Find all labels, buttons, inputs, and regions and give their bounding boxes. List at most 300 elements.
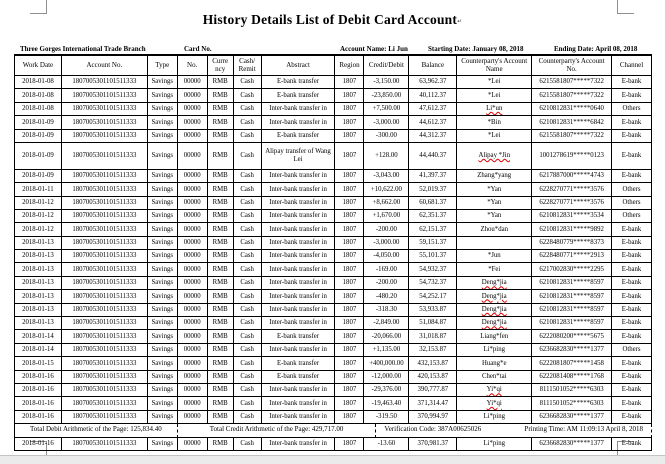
cell-balance: 41,397.37 [409,170,457,183]
cell-work-date: 2018-01-08 [15,76,62,89]
cell-account-no: 1807005301101511333 [62,130,148,143]
table-row [15,143,652,170]
cell-no: 00000 [178,116,208,129]
cell-credit-debit: -3,043.00 [364,170,409,183]
cell-no: 00000 [178,170,208,183]
cell-account-no: 1807005301101511333 [62,397,148,410]
branch-name: Three Gorges International Trade Branch [20,45,146,53]
cell-cash-remit: Cash [234,76,262,89]
cell-cp-no: 6228270771*****3576 [532,197,612,210]
cell-region: 1807 [335,143,364,170]
column-header: Channel [612,56,652,76]
cell-abstract: Inter-bank transfer in [262,250,336,263]
cell-cp-no: 6210812831*****8597 [532,317,612,330]
cell-currency: RMB [208,76,234,89]
cell-abstract: Inter-bank transfer in [262,210,336,223]
cell-currency: RMB [208,223,234,236]
cell-channel: E-bank [612,330,652,343]
cell-cash-remit: Cash [234,197,262,210]
cell-abstract: Inter-bank transfer in [262,397,336,410]
cell-account-no: 1807005301101511333 [62,237,148,250]
cell-cash-remit: Cash [234,130,262,143]
cell-cp-name: Liang*fen [457,330,532,343]
cell-region: 1807 [335,304,364,317]
cell-account-no: 1807005301101511333 [62,76,148,89]
column-header: Account No. [62,56,148,76]
cell-no: 00000 [178,263,208,276]
table-row [15,357,652,370]
cell-credit-debit: -19,463.40 [364,397,409,410]
cell-no: 00000 [178,330,208,343]
cell-cp-name: *Lei [457,76,532,89]
cell-account-no: 1807005301101511333 [62,330,148,343]
card-no-label: Card No. [184,45,212,53]
cell-cp-name [457,290,532,303]
cell-region: 1807 [335,330,364,343]
table-row [15,103,652,116]
cell-type: Savings [148,304,178,317]
cell-type: Savings [148,116,178,129]
misspelled-name: Deng*jia [481,292,507,300]
cell-credit-debit: -12,000.00 [364,371,409,384]
cell-work-date: 2018-01-12 [15,197,62,210]
cell-account-no: 1807005301101511333 [62,263,148,276]
cell-type: Savings [148,223,178,236]
cell-region: 1807 [335,103,364,116]
cell-cp-no: 6215581807*****7322 [532,76,612,89]
cell-cp-name [457,397,532,410]
cell-no: 00000 [178,143,208,170]
cell-cp-name: *Bin [457,116,532,129]
cell-work-date: 2018-01-12 [15,210,62,223]
cell-type: Savings [148,411,178,424]
cell-credit-debit: -319.50 [364,411,409,424]
cell-no: 00000 [178,237,208,250]
cell-cp-name: *Lei [457,89,532,102]
cell-work-date: 2018-01-16 [15,397,62,410]
cell-channel: Others [612,210,652,223]
cell-balance: 59,151.37 [409,237,457,250]
cell-currency: RMB [208,89,234,102]
cell-channel: Others [612,103,652,116]
cell-abstract: Inter-bank transfer in [262,197,336,210]
cell-currency: RMB [208,317,234,330]
cell-channel: E-bank [612,411,652,424]
cell-cp-name: Chen*tai [457,371,532,384]
cell-currency: RMB [208,237,234,250]
cell-no: 00000 [178,210,208,223]
cell-balance: 63,962.37 [409,76,457,89]
cell-cp-name: Li*ping [457,411,532,424]
cell-channel: E-bank [612,438,652,451]
cell-credit-debit: +8,662.00 [364,197,409,210]
cell-cp-no: 6228480779*****8373 [532,237,612,250]
cell-work-date: 2018-01-13 [15,304,62,317]
cell-region: 1807 [335,371,364,384]
table-row [15,277,652,290]
cell-no: 00000 [178,344,208,357]
cell-cash-remit: Cash [234,183,262,196]
cell-channel: E-bank [612,397,652,410]
table-header-row [15,56,652,76]
cell-channel: E-bank [612,170,652,183]
cell-type: Savings [148,344,178,357]
cell-credit-debit: -13.60 [364,438,409,451]
cell-balance: 31,018.87 [409,330,457,343]
cell-cp-name: *Jun [457,250,532,263]
cell-channel: E-bank [612,290,652,303]
cell-cp-name: Zhang*yang [457,170,532,183]
cell-balance: 51,084.87 [409,317,457,330]
cell-currency: RMB [208,277,234,290]
cell-type: Savings [148,183,178,196]
cell-balance: 32,153.87 [409,344,457,357]
cell-work-date: 2018-01-16 [15,438,62,451]
cell-region: 1807 [335,237,364,250]
table-row [15,197,652,210]
cell-cash-remit: Cash [234,263,262,276]
cell-cash-remit: Cash [234,304,262,317]
cell-region: 1807 [335,290,364,303]
cell-type: Savings [148,143,178,170]
cell-type: Savings [148,330,178,343]
cell-work-date: 2018-01-09 [15,170,62,183]
cell-abstract: E-bank transfer [262,357,336,370]
misspelled-name: Deng*jia [481,279,507,287]
cell-region: 1807 [335,89,364,102]
cell-no: 00000 [178,89,208,102]
cell-balance: 60,681.37 [409,197,457,210]
cell-balance: 47,612.37 [409,103,457,116]
cell-cp-name [457,317,532,330]
cell-cp-no: 6236682830*****1377 [532,438,612,451]
cell-abstract: Inter-bank transfer in [262,290,336,303]
table-row [15,237,652,250]
cell-cash-remit: Cash [234,438,262,451]
cell-cp-no: 6236682830*****1377 [532,411,612,424]
cell-region: 1807 [335,130,364,143]
cell-cash-remit: Cash [234,89,262,102]
cell-cash-remit: Cash [234,210,262,223]
total-debit: Total Debit Arithmetic of the Page: 125,834.40 [15,424,178,437]
cell-cp-name [457,304,532,317]
cell-work-date: 2018-01-08 [15,103,62,116]
cell-no: 00000 [178,371,208,384]
page-title-text: History Details List of Debit Card Account [202,12,458,27]
cell-cp-name: *Yan [457,183,532,196]
cell-credit-debit: -20,066.00 [364,330,409,343]
cell-type: Savings [148,103,178,116]
column-header: Counterparty's Account No. [532,56,612,76]
cell-cash-remit: Cash [234,397,262,410]
cell-account-no: 1807005301101511333 [62,223,148,236]
cell-no: 00000 [178,76,208,89]
cell-type: Savings [148,384,178,397]
cell-type: Savings [148,438,178,451]
column-header: Work Date [15,56,62,76]
cell-balance: 44,440.37 [409,143,457,170]
cell-cp-no: 6217887000*****4743 [532,170,612,183]
cell-currency: RMB [208,384,234,397]
table-row [15,397,652,410]
cell-balance: 370,994.97 [409,411,457,424]
cell-account-no: 1807005301101511333 [62,384,148,397]
cell-currency: RMB [208,197,234,210]
cell-currency: RMB [208,411,234,424]
cell-abstract: E-bank transfer [262,330,336,343]
table-row [15,263,652,276]
cell-abstract: Alipay transfer of Wang Lei [262,143,336,170]
total-credit: Total Credit Arithmetic of the Page: 429,717.00 [178,424,377,437]
cell-credit-debit: +1,135.00 [364,344,409,357]
starting-date-label: Starting Date: January 08, 2018 [428,45,524,53]
cell-credit-debit: -29,376.00 [364,384,409,397]
cell-balance: 44,612.37 [409,116,457,129]
cell-region: 1807 [335,197,364,210]
cell-credit-debit: -23,850.00 [364,89,409,102]
cell-credit-debit: -318.30 [364,304,409,317]
cell-account-no: 1807005301101511333 [62,290,148,303]
cell-region: 1807 [335,411,364,424]
cell-abstract: E-bank transfer [262,130,336,143]
cell-cash-remit: Cash [234,170,262,183]
cell-cp-name [457,103,532,116]
table-row [15,210,652,223]
cell-cash-remit: Cash [234,330,262,343]
cell-account-no: 1807005301101511333 [62,344,148,357]
cell-no: 00000 [178,317,208,330]
cell-no: 00000 [178,438,208,451]
cell-credit-debit: +400,000.00 [364,357,409,370]
cell-cash-remit: Cash [234,317,262,330]
cell-cp-no: 8111501052*****6303 [532,397,612,410]
cell-no: 00000 [178,183,208,196]
cell-balance: 40,112.37 [409,89,457,102]
account-name-label: Account Name: Li Jun [340,45,408,53]
statement-info-bar [14,40,652,55]
cell-type: Savings [148,197,178,210]
cell-region: 1807 [335,116,364,129]
cell-no: 00000 [178,197,208,210]
transactions-table [14,55,652,451]
cell-type: Savings [148,317,178,330]
cell-balance: 420,153.87 [409,371,457,384]
column-header: No. [178,56,208,76]
cell-abstract: E-bank transfer [262,76,336,89]
cell-cp-no: 6215581807*****7322 [532,130,612,143]
cell-abstract: E-bank transfer [262,89,336,102]
cell-channel: E-bank [612,76,652,89]
cell-credit-debit: -3,000.00 [364,116,409,129]
cell-channel: E-bank [612,116,652,129]
cell-cp-no: 6210812831*****8597 [532,290,612,303]
misspelled-name: Yi*qi [486,386,502,394]
cell-work-date: 2018-01-16 [15,384,62,397]
table-row [15,76,652,89]
cell-cp-no: 6222081408*****1768 [532,371,612,384]
cell-work-date: 2018-01-13 [15,290,62,303]
cell-abstract: Inter-bank transfer in [262,170,336,183]
cell-cp-name: *Yan [457,210,532,223]
cell-cp-no: 1001278619*****0123 [532,143,612,170]
cell-balance: 62,151.37 [409,223,457,236]
cell-cp-no: 6210812831*****0640 [532,103,612,116]
table-row [15,250,652,263]
cell-type: Savings [148,76,178,89]
cell-credit-debit: +128.00 [364,143,409,170]
cell-work-date: 2018-01-14 [15,330,62,343]
cell-region: 1807 [335,210,364,223]
cell-account-no: 1807005301101511333 [62,170,148,183]
cell-region: 1807 [335,317,364,330]
cell-region: 1807 [335,76,364,89]
cell-channel: Others [612,183,652,196]
cell-credit-debit: -200.00 [364,277,409,290]
cell-currency: RMB [208,438,234,451]
column-header: Credit/Debit [364,56,409,76]
cell-balance: 390,777.87 [409,384,457,397]
table-row [15,183,652,196]
cell-channel: E-bank [612,143,652,170]
cell-credit-debit: -169.00 [364,263,409,276]
cell-no: 00000 [178,277,208,290]
cell-no: 00000 [178,223,208,236]
column-header: Abstract [262,56,336,76]
cell-region: 1807 [335,357,364,370]
cell-cash-remit: Cash [234,277,262,290]
cell-account-no: 1807005301101511333 [62,357,148,370]
cell-region: 1807 [335,344,364,357]
cell-channel: E-bank [612,371,652,384]
cell-balance: 44,312.37 [409,130,457,143]
cell-cash-remit: Cash [234,384,262,397]
cell-channel: E-bank [612,304,652,317]
cell-cash-remit: Cash [234,357,262,370]
misspelled-name: Li*un [486,105,503,113]
cell-type: Savings [148,250,178,263]
cell-account-no: 1807005301101511333 [62,250,148,263]
cell-balance: 370,981.37 [409,438,457,451]
cell-type: Savings [148,357,178,370]
misspelled-name: Deng*jia [481,319,507,327]
cell-region: 1807 [335,183,364,196]
cell-region: 1807 [335,397,364,410]
cell-channel: E-bank [612,263,652,276]
cell-credit-debit: +10,622.00 [364,183,409,196]
cell-channel: E-bank [612,384,652,397]
cell-currency: RMB [208,371,234,384]
cell-type: Savings [148,237,178,250]
cell-balance: 432,153.87 [409,357,457,370]
cell-no: 00000 [178,130,208,143]
verification-and-printing [376,424,652,437]
cell-channel: E-bank [612,250,652,263]
cell-no: 00000 [178,397,208,410]
cell-work-date: 2018-01-09 [15,116,62,129]
cell-abstract: Inter-bank transfer in [262,344,336,357]
cell-credit-debit: -3,000.00 [364,237,409,250]
cell-currency: RMB [208,290,234,303]
cell-account-no: 1807005301101511333 [62,371,148,384]
page-totals-row [15,424,652,437]
cell-work-date: 2018-01-14 [15,344,62,357]
cell-currency: RMB [208,250,234,263]
cell-cp-no: 6228270771*****3576 [532,183,612,196]
cell-account-no: 1807005301101511333 [62,317,148,330]
cell-account-no: 1807005301101511333 [62,304,148,317]
cell-credit-debit: -480.20 [364,290,409,303]
cell-credit-debit: -3,150.00 [364,76,409,89]
cell-cp-name: *Fei [457,263,532,276]
cell-type: Savings [148,130,178,143]
paragraph-mark: ↵ [457,19,463,25]
cell-cash-remit: Cash [234,344,262,357]
cell-type: Savings [148,89,178,102]
table-row [15,371,652,384]
cell-cp-no: 6210812831*****6842 [532,116,612,129]
verification-code: Verification Code: 387A00625026 [384,425,482,434]
cell-credit-debit: -2,849.00 [364,317,409,330]
cell-no: 00000 [178,384,208,397]
cell-work-date: 2018-01-09 [15,130,62,143]
cell-cp-name [457,277,532,290]
cell-currency: RMB [208,116,234,129]
table-row [15,317,652,330]
cell-cp-no: 6210812831*****3534 [532,210,612,223]
cell-region: 1807 [335,170,364,183]
cell-cp-name [457,237,532,250]
misspelled-name: Deng*jia [481,306,507,314]
cell-channel: Others [612,344,652,357]
cell-cp-name: *Yan [457,197,532,210]
cell-cp-no: 6217002830*****2295 [532,263,612,276]
cell-account-no: 1807005301101511333 [62,143,148,170]
column-header: Region [335,56,364,76]
cell-cp-no: 6210812831*****8597 [532,304,612,317]
cell-cp-no: 6236682830*****1377 [532,344,612,357]
page-bottom-edge [0,455,665,464]
cell-cash-remit: Cash [234,103,262,116]
cell-credit-debit: -200.00 [364,223,409,236]
cell-credit-debit: -4,050.00 [364,250,409,263]
cell-account-no: 1807005301101511333 [62,197,148,210]
cell-abstract: Inter-bank transfer in [262,384,336,397]
cell-account-no: 1807005301101511333 [62,438,148,451]
cell-abstract: Inter-bank transfer in [262,304,336,317]
cell-currency: RMB [208,210,234,223]
cell-cp-no: 6222080200*****5675 [532,330,612,343]
cell-balance: 54,732.37 [409,277,457,290]
column-header: Counterparty's Account Name [457,56,532,76]
column-header: Cash/ Remit [234,56,262,76]
table-row [15,304,652,317]
cell-account-no: 1807005301101511333 [62,103,148,116]
cell-abstract: Inter-bank transfer in [262,438,336,451]
cell-no: 00000 [178,357,208,370]
cell-cash-remit: Cash [234,116,262,129]
cell-account-no: 1807005301101511333 [62,277,148,290]
cell-cp-no: 6222081807*****1458 [532,357,612,370]
cell-channel: E-bank [612,89,652,102]
cell-channel: E-bank [612,223,652,236]
cell-cp-name: *Lei [457,130,532,143]
cell-currency: RMB [208,330,234,343]
table-row [15,384,652,397]
cell-abstract: Inter-bank transfer in [262,263,336,276]
misspelled-name: Alipay *Jin [478,152,510,160]
cell-currency: RMB [208,183,234,196]
cell-cp-name: Huang*e [457,357,532,370]
